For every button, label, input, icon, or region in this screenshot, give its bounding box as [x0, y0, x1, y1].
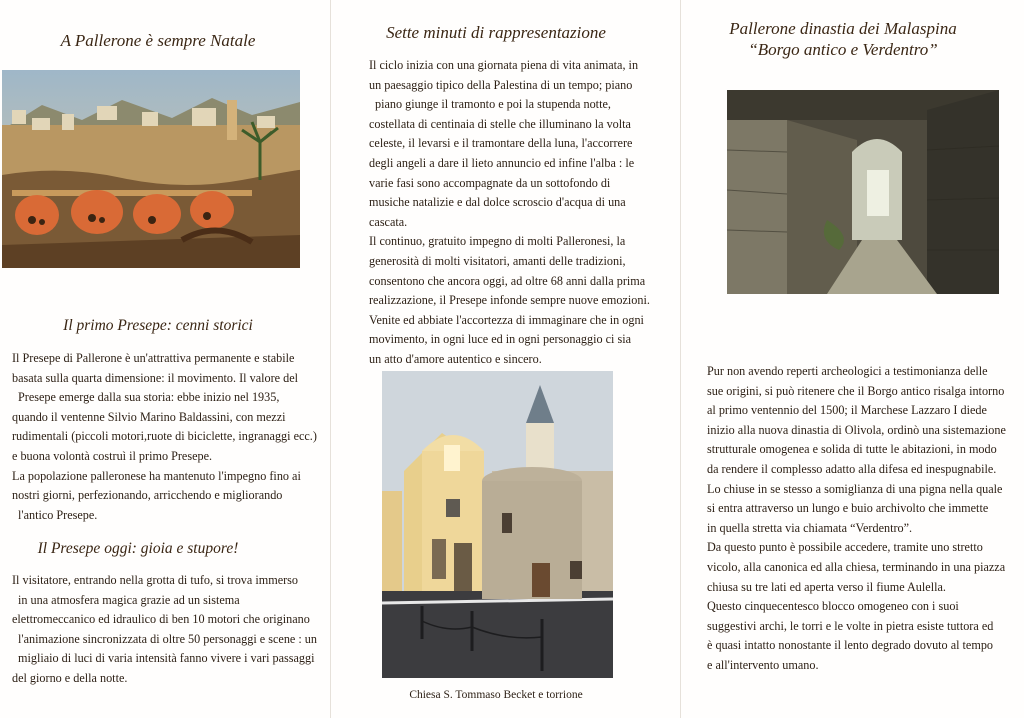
text-line: inizio alla nuova dinastia di Olivola, ordinò una sistemazione	[707, 422, 1006, 437]
text-line: si entra attraverso un lungo e buio archivolto che immette	[707, 501, 989, 516]
text-line: elettromeccanico ed idraulico di ben 10 motori che originano	[12, 612, 310, 627]
nativity-scene-photo	[2, 70, 300, 268]
section-history-text	[12, 349, 322, 525]
text-line: è quasi intatto nonostante il lento degrado dovuto al tempo	[707, 638, 994, 653]
text-line: da rendere il complesso adatto alla difesa ed inespugnabile.	[707, 461, 997, 476]
text-line: movimento, in ogni luce ed in ogni personaggio ci sia	[369, 332, 631, 347]
church-photo	[382, 371, 613, 678]
text-line: Il ciclo inizia con una giornata piena di vita animata, in	[369, 58, 639, 72]
text-line: Questo cinquecentesco blocco omogeneo con i suoi	[707, 599, 959, 614]
text-line: Presepe emerge dalla sua storia: ebbe inizio nel 1935,	[18, 390, 280, 405]
text-line: l'animazione sincronizzata di oltre 50 personaggi e scene : un	[18, 631, 317, 646]
text-line: Il continuo, gratuito impegno di molti Palleronesi, la	[369, 234, 626, 249]
text-line: degli angeli a dare il lieto annuncio ed infine l'alba : le	[369, 155, 635, 170]
text-line: basata sulla quarta dimensione: il movimento. Il valore del	[12, 370, 298, 385]
text-line: piano giunge il tramonto e poi la stupenda notte,	[375, 97, 611, 112]
text-line: nostri giorni, perfezionando, arricchendo e migliorando	[12, 488, 283, 503]
text-line: in una atmosfera magica grazie ad un sistema	[18, 592, 240, 607]
text-line: del giorno e della notte.	[12, 670, 128, 685]
text-line: Il visitatore, entrando nella grotta di tufo, si trova immerso	[12, 573, 298, 587]
panel-left	[0, 0, 330, 718]
panel-right-title	[681, 18, 1005, 60]
panel-right-title-line2: “Borgo antico e Verdentro”	[748, 40, 938, 59]
panel-right	[680, 0, 1024, 718]
panel-right-title-line1: Pallerone dinastia dei Malaspina	[729, 19, 957, 38]
text-line: chiusa su tre lati ed aperta verso il fiume Aulella.	[707, 579, 946, 594]
text-line: celeste, il levarsi e il tramontare della luna, l'accorrere	[369, 136, 633, 151]
text-line: un atto d'amore autentico e sincero.	[369, 351, 542, 366]
text-line: Venite ed abbiate l'accortezza di immaginare che in ogni	[369, 312, 644, 327]
panel-middle-text	[369, 56, 669, 370]
text-line: e all'intervento umano.	[707, 657, 819, 672]
text-line: sue origini, si può ritenere che il Borgo antico risalga intorno	[707, 383, 1005, 398]
panel-right-text	[707, 362, 1017, 676]
panel-left-title: A Pallerone è sempre Natale	[60, 31, 256, 50]
text-line: varie fasi sono accompagnate da un sottofondo di	[369, 175, 611, 190]
text-line: strutturale omogenea e solida di tutte le abitazioni, in modo	[707, 442, 997, 457]
text-line: rudimentali (piccoli motori,ruote di biciclette, ingranaggi ecc.)	[12, 429, 317, 444]
text-line: Il Presepe di Pallerone è un'attrattiva permanente e stabile	[12, 351, 295, 365]
text-line: musiche natalizie e dal dolce scroscio d'acqua di una	[369, 195, 626, 210]
text-line: costellata di centinaia di stelle che illuminano la volta	[369, 116, 631, 131]
text-line: cascata.	[369, 214, 408, 229]
text-line: vicolo, alla canonica ed alla chiesa, terminando in una piazza	[707, 559, 1006, 574]
text-line: La popolazione palleronese ha mantenuto l'impegno fino ai	[12, 468, 301, 483]
section-history-title: Il primo Presepe: cenni storici	[63, 317, 253, 334]
text-line: suggestivi archi, le torri e le volte in pietra esiste tuttora ed	[707, 618, 994, 633]
text-line: Da questo punto è possibile accedere, tramite uno stretto	[707, 540, 983, 555]
church-photo-caption: Chiesa S. Tommaso Becket e torrione	[409, 689, 583, 701]
section-today-title: Il Presepe oggi: gioia e stupore!	[37, 540, 239, 557]
text-line: l'antico Presepe.	[18, 507, 98, 522]
text-line: in quella stretta via chiamata “Verdentro”.	[707, 520, 913, 535]
text-line: consentono che ancora oggi, ad oltre 68 anni dalla prima	[369, 273, 646, 288]
text-line: realizzazione, il Presepe infonde sempre nuove emozioni.	[369, 293, 650, 308]
text-line: e buona volontà costruì il primo Presepe.	[12, 448, 213, 463]
text-line: al primo ventennio del 1500; il Marchese Lazzaro I diede	[707, 403, 987, 418]
panel-middle-title: Sette minuti di rappresentazione	[386, 23, 606, 42]
text-line: migliaio di luci di varia intensità fanno vivere i vari passaggi	[18, 651, 315, 666]
text-line: Lo chiuse in se stesso a somiglianza di una pigna nella quale	[707, 481, 1003, 496]
borgo-alley-photo	[727, 90, 999, 294]
text-line: un paesaggio tipico della Palestina di un tempo; piano	[369, 77, 633, 92]
panel-middle	[330, 0, 680, 718]
section-today-text	[12, 571, 322, 689]
text-line: generosità di molti visitatori, amanti delle tradizioni,	[369, 253, 626, 268]
text-line: Pur non avendo reperti archeologici a testimonianza delle	[707, 364, 988, 378]
text-line: quando il ventenne Silvio Marino Baldassini, con mezzi	[12, 409, 286, 424]
